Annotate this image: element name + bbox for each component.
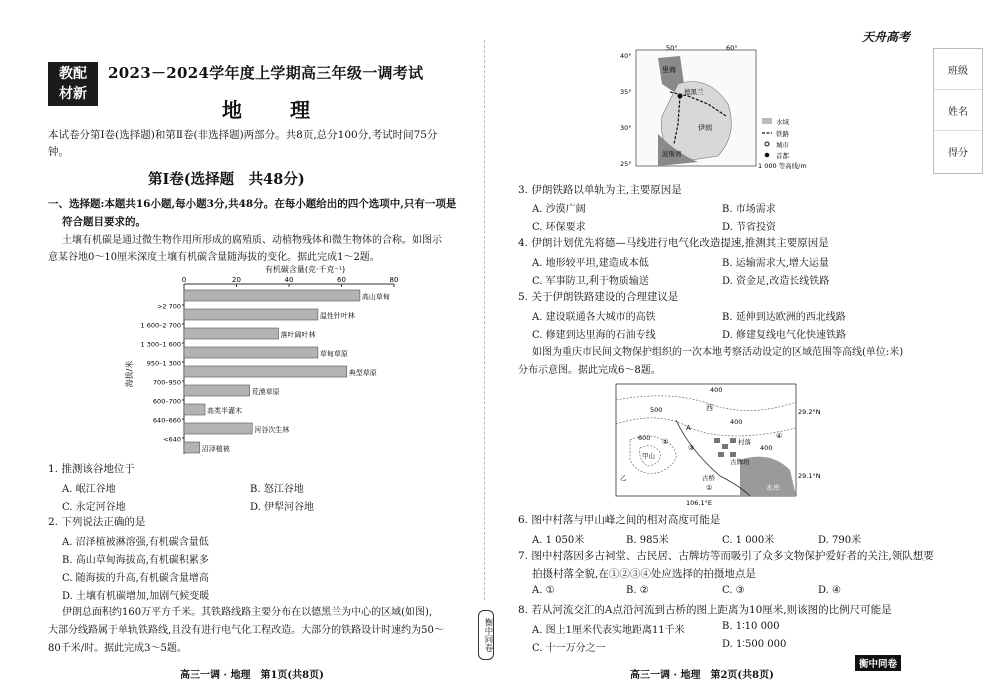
x-tick-label: 20: [232, 276, 241, 284]
q4-option-b[interactable]: B. 运输需求大,增大运量: [722, 258, 829, 269]
question-5-stem: 5. 关于伊朗铁路建设的合理建议是: [518, 291, 679, 303]
label-mount-jia: 甲山: [642, 452, 655, 460]
q2-option-d[interactable]: D. 土壤有机碳增加,加剧气候变暖: [62, 591, 210, 602]
marker-3: ③: [688, 444, 695, 452]
q8-option-a[interactable]: A. 图上1厘米代表实地距离11千米: [532, 625, 685, 636]
q6-option-c[interactable]: C. 1 000米: [722, 535, 775, 546]
altitude-label: >2 700: [156, 302, 181, 311]
bar-label: 沼泽植被: [201, 445, 230, 453]
q7-option-d[interactable]: D. ④: [818, 585, 841, 596]
marker-4: ④: [776, 432, 783, 440]
q2-option-a[interactable]: A. 沼泽植被淋溶强,有机碳含量低: [62, 537, 209, 548]
logo: [48, 62, 98, 106]
q2-option-c[interactable]: C. 随海拔的升高,有机碳含量增高: [62, 573, 209, 584]
bar: [184, 290, 360, 301]
q7-option-c[interactable]: C. ③: [722, 585, 745, 596]
altitude-label: <640: [163, 435, 181, 444]
instructions-line-2: 符合题目要求的。: [62, 216, 146, 228]
bar: [184, 385, 250, 396]
q6-option-d[interactable]: D. 790米: [818, 535, 862, 546]
building-5: [730, 452, 736, 457]
class-label: 班级: [934, 49, 982, 90]
q8-option-b[interactable]: B. 1∶10 000: [722, 621, 780, 632]
bar-label: 高山草甸: [361, 293, 390, 301]
altitude-label: 600–700: [152, 397, 181, 406]
passage2-line-3: 80千米/时。据此完成3～5题。: [48, 643, 187, 654]
label-reservoir: 水库: [766, 484, 780, 492]
altitude-label: 1 300–1 600: [140, 340, 181, 349]
q6-option-a[interactable]: A. 1 050米: [532, 535, 585, 546]
q7-option-a[interactable]: A. ①: [532, 585, 555, 596]
q1-option-c[interactable]: C. 永定河谷地: [62, 502, 126, 513]
question-8-stem: 8. 若从河流交汇的A点沿河流到古桥的图上距离为10厘米,则该图的比例尺可能是: [518, 604, 892, 616]
bar-label: 草甸草原: [319, 350, 348, 358]
label-village: 村落: [738, 438, 751, 446]
q1-option-d[interactable]: D. 伊犁河谷地: [250, 502, 315, 513]
brand-logo: 天舟高考: [862, 30, 911, 44]
label-caspian: 里海: [662, 66, 676, 74]
chart-title: 有机碳含量(克·千克⁻¹): [264, 265, 346, 274]
capital-marker: [678, 94, 683, 99]
q5-option-d[interactable]: D. 修建复线电气化快速铁路: [722, 330, 847, 341]
lat-35: 35°: [620, 88, 632, 96]
exam-title: 2023－2024学年度上学期高三年级一调考试: [108, 64, 424, 82]
bar-label: 河谷次生林: [254, 426, 290, 434]
question-4-stem: 4. 伊朗计划优先将德—马线进行电气化改造提速,推测其主要原因是: [518, 237, 829, 249]
q4-option-d[interactable]: D. 资金足,改造长线铁路: [722, 276, 830, 287]
x-tick-label: 0: [181, 276, 187, 284]
legend-water-swatch: [762, 118, 772, 124]
contour-label-5: 400: [760, 444, 773, 452]
label-west: 西: [706, 404, 713, 412]
q7-option-b[interactable]: B. ②: [626, 585, 649, 596]
question-1-stem: 1. 推测该谷地位于: [48, 463, 135, 475]
bar: [184, 404, 205, 415]
question-7-stem: 7. 图中村落因多古祠堂、古民居、古牌坊等而吸引了众多文物保护爱好者的关注,领队想要: [518, 550, 934, 562]
bar: [184, 309, 318, 320]
building-4: [718, 452, 724, 457]
y-axis-label: 海拔/米: [125, 360, 134, 388]
subject-title: 地 理: [222, 98, 324, 122]
contour-label-3: 600: [638, 434, 651, 442]
x-tick-label: 80: [389, 276, 399, 284]
q3-option-b[interactable]: B. 市场需求: [722, 204, 776, 215]
bar-label: 温性针叶林: [319, 312, 355, 320]
legend-city: 城市: [776, 141, 789, 149]
label-gulf: 波斯湾: [662, 150, 682, 158]
q3-option-d[interactable]: D. 节省投资: [722, 222, 777, 233]
iran-railway-map: [618, 44, 838, 174]
bar: [184, 366, 347, 377]
passage1-line-1: 土壤有机碳是通过微生物作用所形成的腐殖质、动植物残体和微生物体的合称。如图示: [62, 235, 442, 246]
legend-capital-swatch: [765, 153, 770, 158]
label-yi: 乙: [620, 474, 627, 482]
legend-city-swatch: [765, 142, 769, 146]
bar: [184, 442, 200, 453]
x-tick-label: 60: [337, 276, 346, 284]
marker-1: ①: [706, 484, 713, 492]
label-tehran: 德黑兰: [684, 88, 704, 96]
q2-option-b[interactable]: B. 高山草甸海拔高,有机碳积累多: [62, 555, 209, 566]
lat-25: 25°: [620, 160, 632, 168]
legend-water: 水域: [776, 118, 789, 126]
q6-option-b[interactable]: B. 985米: [626, 535, 669, 546]
legend-capital: 首都: [776, 152, 789, 160]
q3-option-c[interactable]: C. 环保要求: [532, 222, 586, 233]
footer-stamp: 衡中同卷: [855, 655, 901, 671]
q8-option-d[interactable]: D. 1∶500 000: [722, 639, 787, 650]
altitude-label: 700–950: [152, 378, 181, 387]
q1-option-b[interactable]: B. 怒江谷地: [250, 484, 304, 495]
q8-option-c[interactable]: C. 十一万分之一: [532, 643, 606, 654]
lat-29-2: 29.2°N: [798, 408, 821, 416]
altitude-label: 640–660: [152, 416, 181, 425]
bar-label: 荒漠草原: [251, 388, 280, 396]
q3-option-a[interactable]: A. 沙漠广阔: [532, 204, 586, 215]
passage2-line-2: 大部分线路属于单轨铁路线,且没有进行电气化工程改造。大部分的铁路设计时速约为50～: [48, 625, 444, 636]
lon-50: 50°: [666, 44, 678, 52]
passage3-line-2: 分布示意图。据此完成6～8题。: [518, 365, 661, 376]
q5-option-a[interactable]: A. 建设联通各大城市的高铁: [532, 312, 656, 323]
bar-label: 高类半灌木: [207, 407, 242, 415]
contour-label-1: 400: [710, 386, 723, 394]
contour-map: [590, 380, 830, 506]
footer-right: 高三一调 · 地理 第2页(共8页): [630, 670, 774, 681]
q4-option-a[interactable]: A. 地形较平坦,建造成本低: [532, 258, 649, 269]
bar-label: 落叶阔叶林: [280, 331, 316, 339]
q4-option-c[interactable]: C. 军事防卫,利于物质输送: [532, 276, 649, 287]
question-3-stem: 3. 伊朗铁路以单轨为主,主要原因是: [518, 184, 682, 196]
contour-label-2: 500: [650, 406, 663, 414]
marker-2: ②: [662, 438, 669, 446]
altitude-label: 950–1 300: [146, 359, 181, 368]
q5-option-c[interactable]: C. 修建到达里海的石油专线: [532, 330, 656, 341]
score-label: 得分: [948, 147, 968, 159]
building-3: [730, 438, 736, 443]
altitude-label: 1 600–2 700: [140, 321, 181, 330]
label-bridge: 古桥: [702, 474, 715, 482]
x-tick-label: 40: [284, 276, 294, 284]
label-point-a: A: [686, 424, 691, 432]
bar: [184, 423, 252, 434]
page-divider: [484, 40, 485, 600]
student-info-box: [933, 48, 983, 174]
section-heading: 第Ⅰ卷(选择题 共48分): [148, 171, 305, 188]
building-2: [722, 444, 728, 449]
question-2-stem: 2. 下列说法正确的是: [48, 516, 146, 528]
contour-label-4: 400: [730, 418, 743, 426]
logo-line-2: 材新: [59, 86, 87, 102]
q5-option-b[interactable]: B. 延伸到达欧洲的西北线路: [722, 312, 846, 323]
passage3-line-1: 如图为重庆市民间文物保护组织的一次本地考察活动设定的区域范围等高线(单位:米): [532, 347, 904, 358]
question-7-stem-2: 拍摄村落全貌,在①②③④处应选择的拍摄地点是: [532, 568, 756, 580]
instructions-line-1: 一、选择题:本题共16小题,每小题3分,共48分。在每小题给出的四个选项中,只有一项是: [48, 198, 457, 210]
footer-left: 高三一调 · 地理 第1页(共8页): [180, 670, 324, 681]
lon-106-1: 106.1°E: [686, 499, 712, 506]
bar: [184, 347, 318, 358]
legend-contour: 1 000 等高线/m: [758, 162, 807, 170]
lat-30: 30°: [620, 124, 632, 132]
building-1: [714, 438, 720, 443]
question-6-stem: 6. 图中村落与甲山峰之间的相对高度可能是: [518, 514, 721, 526]
passage1-line-2: 意某谷地0～10厘米深度土壤有机碳含量随海拔的变化。据此完成1～2题。: [48, 252, 380, 263]
legend-rail: 铁路: [776, 130, 789, 138]
q1-option-a[interactable]: A. 岷江谷地: [62, 484, 116, 495]
exam-intro: 本试卷分第Ⅰ卷(选择题)和第Ⅱ卷(非选择题)两部分。共8页,总分100分,考试时间75分钟。: [48, 129, 438, 158]
lat-40: 40°: [620, 52, 632, 60]
lon-60: 60°: [726, 44, 738, 52]
bar: [184, 328, 279, 339]
label-archway: 古牌坊: [730, 458, 750, 466]
name-label: 姓名: [934, 90, 982, 131]
bar-label: 典型草原: [348, 369, 377, 377]
lat-29-1: 29.1°N: [798, 472, 821, 480]
soil-carbon-chart: [120, 264, 460, 464]
logo-line-1: 教配: [59, 66, 87, 82]
label-iran: 伊朗: [698, 124, 712, 132]
passage2-line-1: 伊朗总面积约160万平方千米。其铁路线路主要分布在以德黑兰为中心的区域(如图),: [62, 607, 433, 618]
center-seal: 衡中同卷: [478, 610, 494, 660]
